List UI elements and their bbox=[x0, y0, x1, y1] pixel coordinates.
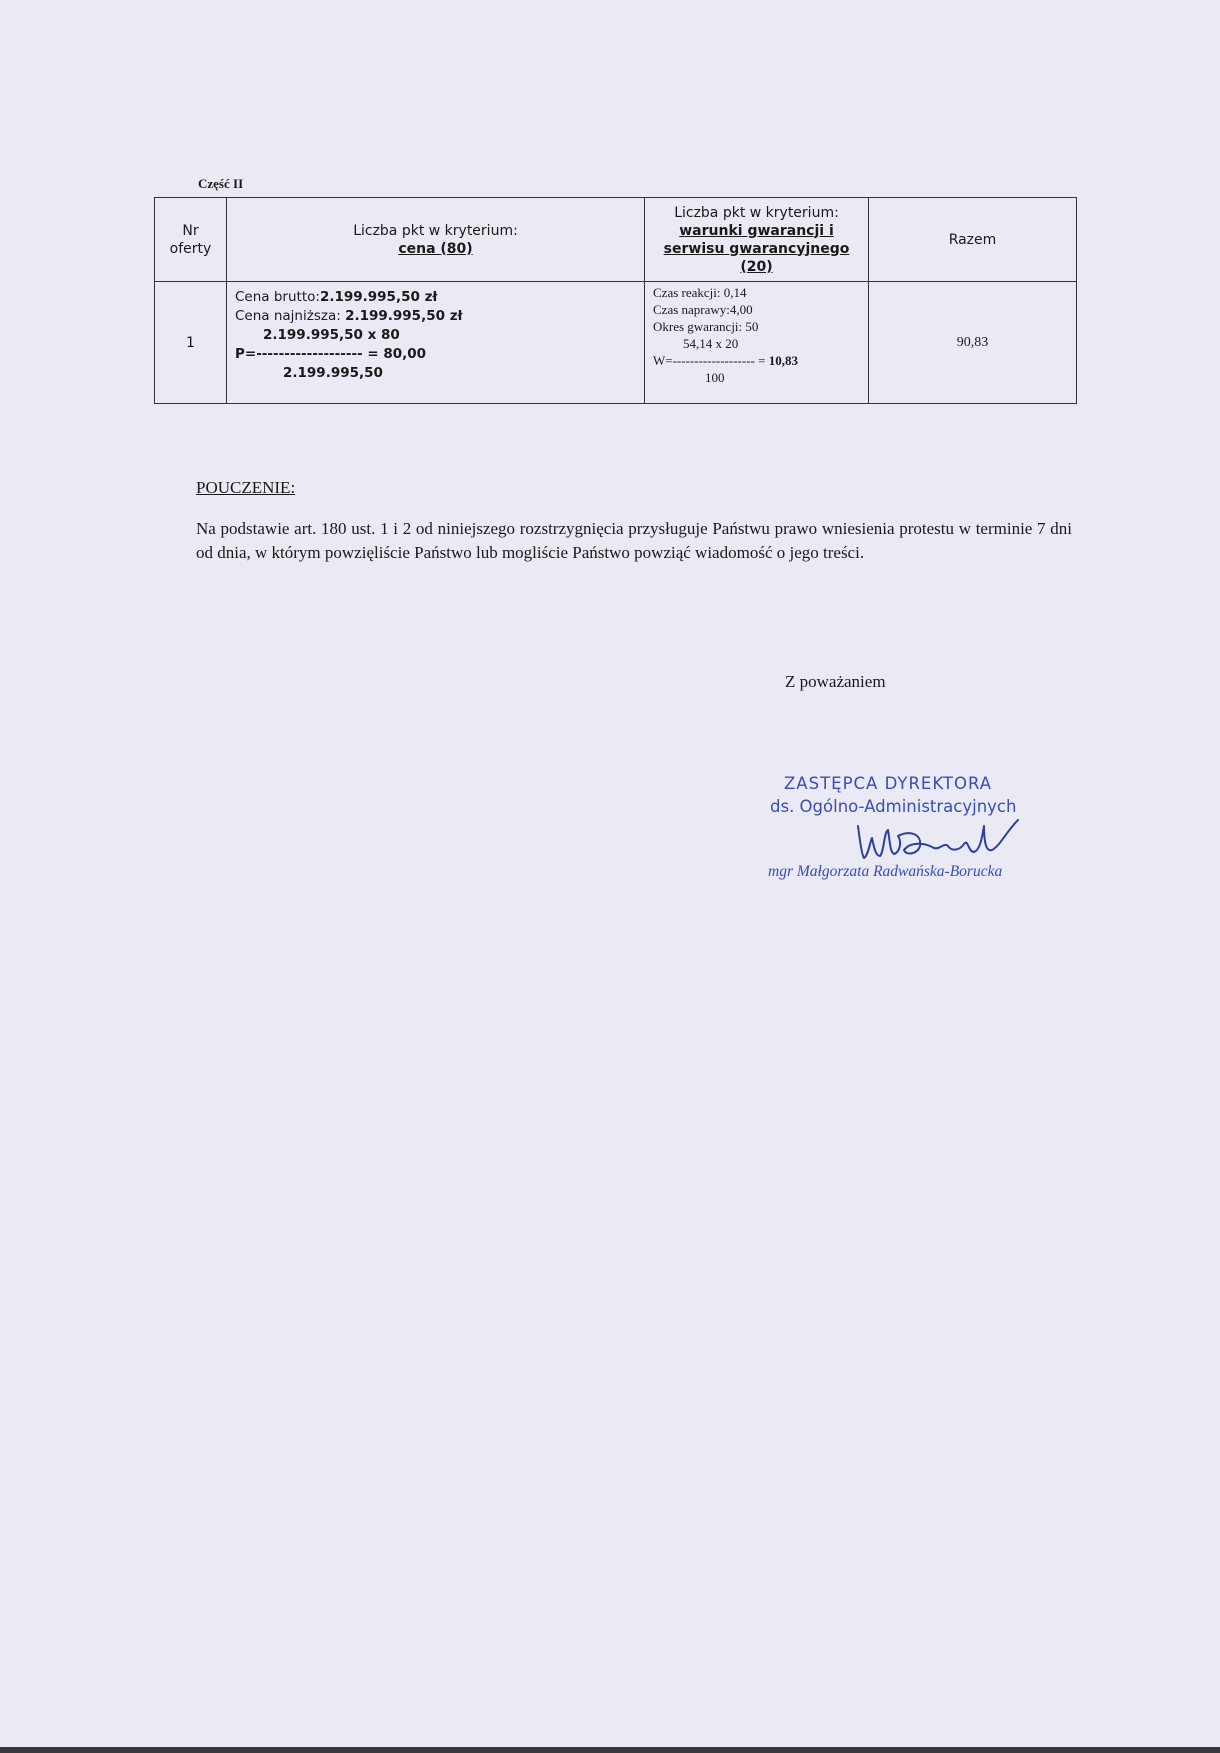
price-formula-numerator: 2.199.995,50 x 80 bbox=[263, 327, 400, 343]
header-price-label: Liczba pkt w kryterium: bbox=[353, 222, 518, 239]
header-warranty-line2: serwisu gwarancyjnego bbox=[663, 240, 850, 257]
price-calculation bbox=[227, 282, 645, 404]
table-header-row bbox=[155, 198, 1077, 282]
page-bottom-edge bbox=[0, 1747, 1220, 1753]
header-total: Razem bbox=[869, 198, 1077, 282]
notice-title bbox=[196, 478, 295, 498]
closing-phrase: Z poważaniem bbox=[785, 672, 886, 691]
gross-price-label: Cena brutto: bbox=[235, 289, 320, 305]
gross-price-value: 2.199.995,50 zł bbox=[319, 289, 438, 305]
stamp-title: ZASTĘPCA DYREKTORA bbox=[784, 774, 993, 793]
header-warranty-label: Liczba pkt w kryterium: bbox=[674, 204, 839, 221]
table-row bbox=[155, 282, 1077, 404]
notice-title-colon: : bbox=[290, 478, 296, 497]
repair-time: Czas naprawy:4,00 bbox=[653, 302, 753, 317]
header-nr-line1: Nr bbox=[182, 222, 199, 239]
offer-number: 1 bbox=[155, 282, 227, 404]
warranty-period: Okres gwarancji: 50 bbox=[653, 319, 759, 334]
header-price-criterion bbox=[227, 198, 645, 282]
header-warranty-line1: warunki gwarancji i bbox=[679, 222, 834, 239]
notice-text: Na podstawie art. 180 ust. 1 i 2 od niniejszego rozstrzygnięcia przysługuje Państwu prawo wniesienia protestu w terminie 7 dni od dnia, w którym powzięliście Państwo lub mogliście Państwo powziąć wiadomość o jego treści. bbox=[196, 519, 1072, 562]
warranty-formula-numerator: 54,14 x 20 bbox=[683, 336, 739, 351]
notice-title-text: POUCZENIE bbox=[196, 478, 291, 497]
results-table bbox=[154, 197, 1077, 404]
price-formula: P=------------------- = 80,00 bbox=[235, 346, 427, 362]
header-price-criterion-name: cena (80) bbox=[398, 240, 473, 257]
warranty-formula-result: 10,83 bbox=[768, 353, 798, 368]
lowest-price-label: Cena najniższa: bbox=[235, 308, 346, 324]
stamp-department: ds. Ogólno-Administracyjnych bbox=[770, 797, 1017, 816]
reaction-time: Czas reakcji: 0,14 bbox=[653, 285, 747, 300]
warranty-formula bbox=[653, 352, 868, 369]
part-heading: Część II bbox=[198, 176, 244, 191]
gross-price-line bbox=[235, 288, 644, 307]
warranty-formula-denominator: 100 bbox=[705, 370, 725, 385]
header-warranty-criterion bbox=[645, 198, 869, 282]
total-score: 90,83 bbox=[869, 282, 1077, 404]
warranty-calculation bbox=[645, 282, 869, 404]
stamp-name: mgr Małgorzata Radwańska-Borucka bbox=[768, 863, 1003, 880]
price-formula-denominator: 2.199.995,50 bbox=[283, 365, 383, 381]
header-nr-line2: oferty bbox=[169, 240, 212, 257]
lowest-price-line bbox=[235, 307, 644, 326]
warranty-formula-prefix: W=------------------- = bbox=[653, 353, 769, 368]
header-offer-number bbox=[155, 198, 227, 282]
header-warranty-line3: (20) bbox=[740, 258, 773, 275]
lowest-price-value: 2.199.995,50 zł bbox=[345, 308, 463, 324]
